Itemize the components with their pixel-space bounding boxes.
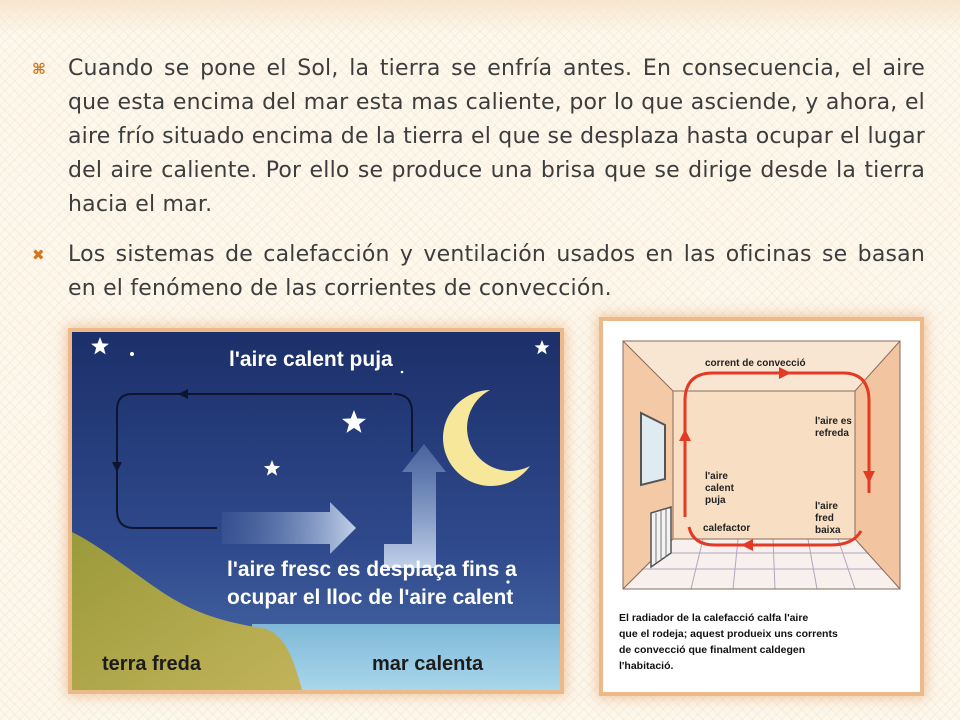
warm-air-label-2: calent <box>705 483 734 494</box>
convection-current-label: corrent de convecció <box>705 358 806 369</box>
warm-air-rises-label: l'aire calent puja <box>229 348 393 371</box>
cold-air-label-1: l'aire <box>815 501 838 512</box>
bullet-item-sea-breeze <box>30 52 925 222</box>
caption-line-1: El radiador de la calefacció calfa l'aire <box>619 612 809 624</box>
warm-air-label-1: l'aire <box>705 471 728 482</box>
window-icon <box>641 413 665 485</box>
bullet-marker-icon: ✖ <box>32 246 45 264</box>
land-breeze-illustration <box>72 332 560 690</box>
bullet-text: Cuando se pone el Sol, la tierra se enfría antes. En consecuencia, el aire que esta encima del mar esta mas caliente, por lo que asciende, y ahora, el aire frío situado encima de la tierra el que se desplaza hasta ocupar el lugar del aire caliente. Por ello se produce una brisa que se dirige desde la tierra hacia el mar. <box>68 56 925 217</box>
room-convection-figure <box>603 321 920 692</box>
warm-air-label-3: puja <box>705 495 726 506</box>
cold-air-label-3: baixa <box>815 525 841 536</box>
caption-line-2: que el rodeja; aquest produeix uns corrents <box>619 628 838 640</box>
cooling-air-label-1: l'aire es <box>815 416 852 427</box>
bullet-text: Los sistemas de calefacción y ventilación usados en las oficinas se basan en el fenómeno de las corrientes de convección. <box>68 242 925 301</box>
top-band-decoration <box>0 0 960 34</box>
bullet-list <box>30 52 925 322</box>
caption-line-4: l'habitació. <box>619 660 674 672</box>
room-convection-illustration <box>603 321 920 692</box>
fresh-air-label-line2: ocupar el lloc de l'aire calent <box>227 586 514 609</box>
cooling-air-label-2: refreda <box>815 428 849 439</box>
cold-land-label: terra freda <box>102 653 201 675</box>
fresh-air-label-line1: l'aire fresc es desplaça fins a <box>227 558 517 581</box>
bullet-item-heating <box>30 238 925 306</box>
bullet-marker-icon: ⌘ <box>32 60 46 78</box>
cold-air-label-2: fred <box>815 513 834 524</box>
warm-sea-label: mar calenta <box>372 653 484 675</box>
caption-line-3: de convecció que finalment caldegen <box>619 644 806 656</box>
heater-label: calefactor <box>703 523 751 534</box>
land-breeze-figure <box>72 332 560 690</box>
